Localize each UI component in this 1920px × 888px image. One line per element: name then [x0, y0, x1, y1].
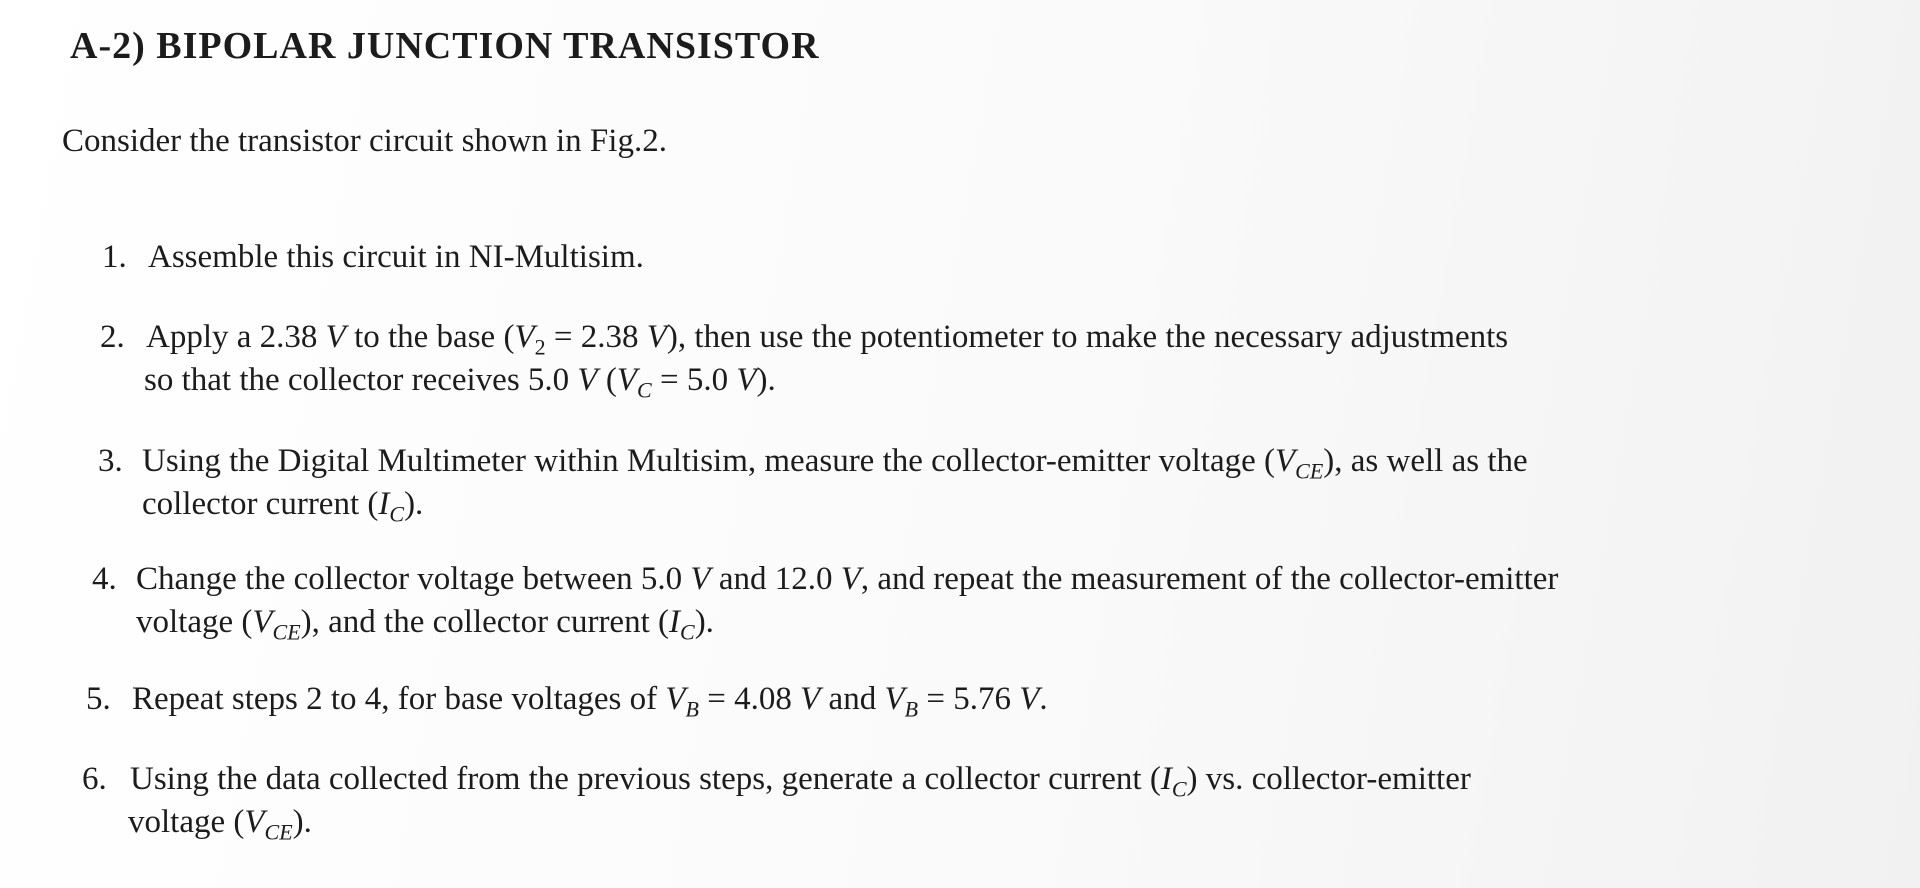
- list-item-number: 1.: [102, 239, 127, 275]
- intro-paragraph: Consider the transistor circuit shown in Fig.2.: [62, 123, 667, 159]
- list-item-text: Change the collector voltage between 5.0 V and 12.0 V, and repeat the measurement of the collector-emitter: [136, 561, 1559, 597]
- list-item-number: 4.: [92, 561, 117, 597]
- list-item-text-continued: voltage $(V_{CE})$.: [128, 804, 312, 845]
- list-item-text-continued: voltage $(V_{CE})$, and the collector current $(I_C)$.: [136, 604, 714, 645]
- list-item-text: Repeat steps 2 to 4, for base voltages of $V_B = 4.08$ V and $V_B = 5.76$ V.: [132, 681, 1048, 722]
- list-item-text: Assemble this circuit in NI-Multisim.: [148, 239, 644, 275]
- list-item-text-continued: collector current $(I_C)$.: [142, 486, 424, 527]
- list-item-text: Apply a 2.38 V to the base ($V_2 = 2.38$ V), then use the potentiometer to make the necessary adjustments: [146, 319, 1509, 360]
- list-item-number: 5.: [86, 681, 111, 717]
- list-item-number: 3.: [98, 443, 123, 479]
- list-item-text-continued: so that the collector receives 5.0 V ($V_C = 5.0$ V).: [144, 362, 776, 403]
- list-item-number: 6.: [82, 761, 107, 797]
- section-heading: A-2) BIPOLAR JUNCTION TRANSISTOR: [70, 25, 820, 67]
- list-item-text: Using the Digital Multimeter within Multisim, measure the collector-emitter voltage $(V_{CE})$, as well as the: [142, 443, 1528, 484]
- list-item-number: 2.: [100, 319, 125, 355]
- list-item-text: Using the data collected from the previous steps, generate a collector current $(I_C)$ vs. collector-emitter: [130, 761, 1471, 802]
